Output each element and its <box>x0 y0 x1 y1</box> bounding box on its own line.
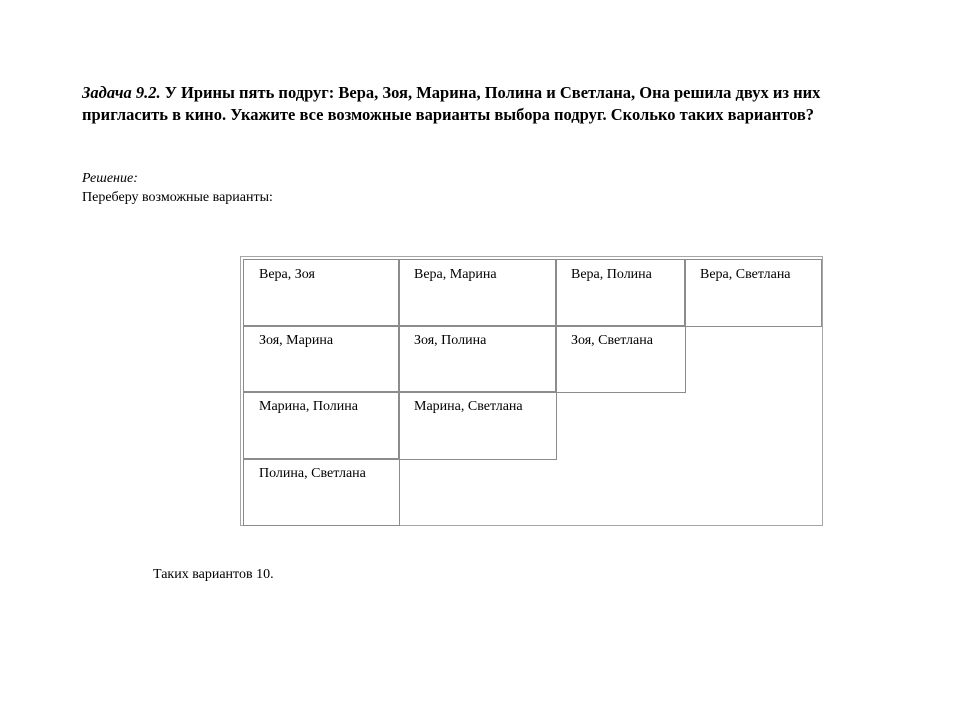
table-cell: Вера, Марина <box>398 259 557 327</box>
problem-statement <box>82 82 882 126</box>
combinations-table <box>240 256 823 526</box>
problem-text: У Ирины пять подруг: Вера, Зоя, Марина, Полина и Светлана, Она решила двух из них пригласить в кино. Укажите все возможные варианты выбора подруг. Сколько таких вариантов? <box>82 83 821 124</box>
table-cell: Марина, Полина <box>243 391 400 460</box>
table-cell: Марина, Светлана <box>398 391 557 460</box>
table-cell: Вера, Зоя <box>243 259 400 327</box>
table-cell: Зоя, Полина <box>398 325 557 393</box>
solution-text: Переберу возможные варианты: <box>82 190 273 205</box>
table-cell: Полина, Светлана <box>243 458 400 526</box>
table-cell: Зоя, Светлана <box>555 325 686 393</box>
problem-label: Задача 9.2. <box>82 83 161 102</box>
table-cell: Зоя, Марина <box>243 325 400 393</box>
table-cell: Вера, Светлана <box>684 259 822 327</box>
answer-text: Таких вариантов 10. <box>153 567 274 582</box>
table-cell: Вера, Полина <box>555 259 686 327</box>
solution-label: Решение: <box>82 171 138 186</box>
